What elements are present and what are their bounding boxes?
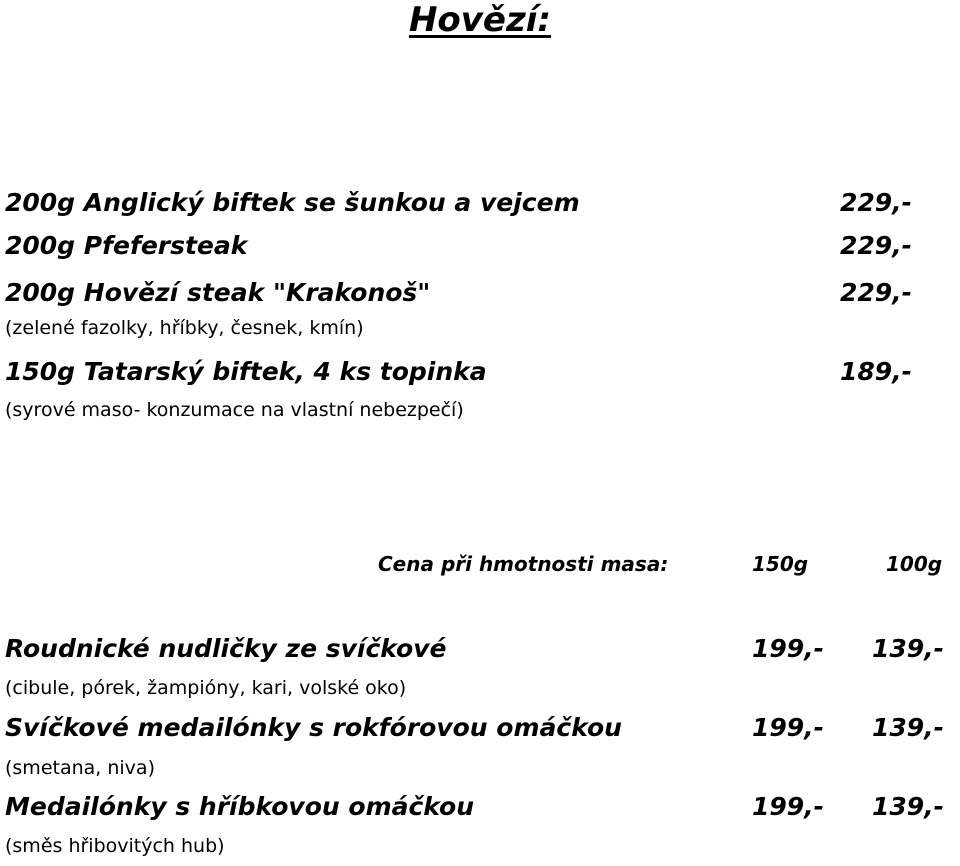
weight-header-100g: 100g [886,552,943,576]
menu-item-note: (smetana, niva) [5,757,155,779]
section-title: Hovězí: [408,0,552,40]
menu-item-name: 200g Pfefersteak [5,231,248,260]
menu-item-name: Svíčkové medailónky s rokfórovou omáčkou [5,713,622,742]
menu-item-price-150g: 199,- [752,713,825,742]
menu-item-price: 229,- [840,278,913,307]
weight-header-label: Cena při hmotnosti masa: [378,552,669,576]
menu-item-name: Roudnické nudličky ze svíčkové [5,634,447,663]
menu-item-price: 189,- [840,357,913,386]
menu-item-name: Medailónky s hříbkovou omáčkou [5,792,475,821]
menu-item-note: (zelené fazolky, hříbky, česnek, kmín) [5,317,364,339]
menu-item-price-150g: 199,- [752,792,825,821]
menu-item-note: (směs hřibovitých hub) [5,835,225,857]
menu-item-name: 200g Anglický biftek se šunkou a vejcem [5,188,580,217]
menu-item-note: (syrové maso- konzumace na vlastní nebezpečí) [5,399,464,421]
menu-item-price-100g: 139,- [872,713,945,742]
menu-item-name: 150g Tatarský biftek, 4 ks topinka [5,357,487,386]
menu-item-price-150g: 199,- [752,634,825,663]
menu-item-price: 229,- [840,231,913,260]
menu-item-price-100g: 139,- [872,634,945,663]
menu-item-note: (cibule, pórek, žampióny, kari, volské oko) [5,677,407,699]
weight-header-150g: 150g [752,552,809,576]
menu-item-price-100g: 139,- [872,792,945,821]
menu-item-price: 229,- [840,188,913,217]
menu-item-name: 200g Hovězí steak "Krakonoš" [5,278,431,307]
